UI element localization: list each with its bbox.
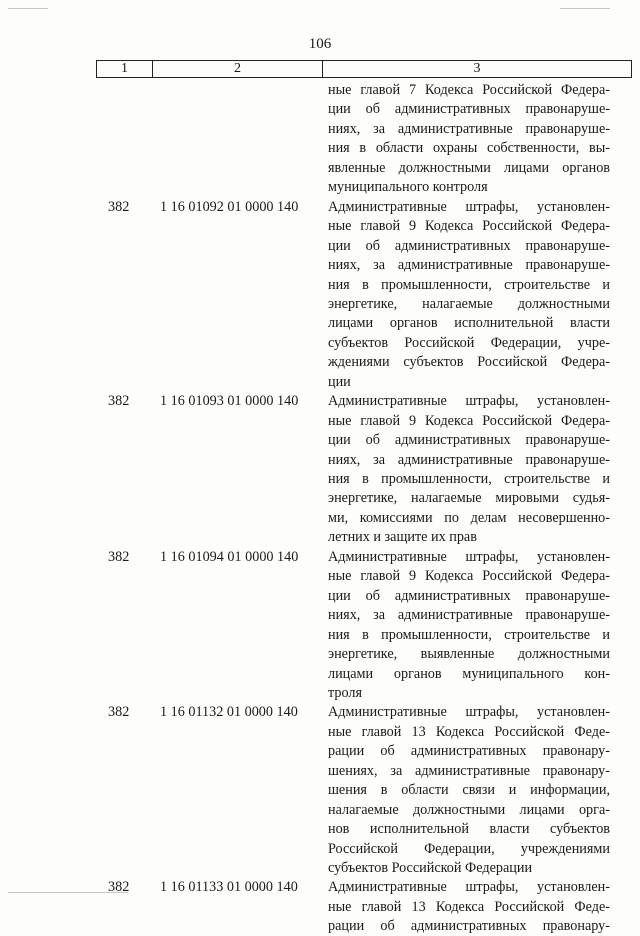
description-line: ции: [328, 373, 351, 390]
admin-code: 382: [108, 393, 130, 410]
description-line: Российской Федерации, учреждениями: [328, 840, 610, 857]
description-line: ции об административных правонаруше-: [328, 237, 610, 254]
header-col-2: 2: [153, 61, 323, 77]
description-line: энергетике, выявленные должностными: [328, 646, 610, 663]
scan-artifact-top-left: [8, 8, 48, 9]
description-line: лицами органов исполнительной власти: [328, 315, 610, 332]
description-line: ниях, за административные правонаруше-: [328, 120, 610, 137]
description-line: лицами органов муниципального кон-: [328, 665, 610, 682]
description-line: ные главой 9 Кодекса Российской Федера-: [328, 218, 610, 235]
admin-code: 382: [108, 879, 130, 896]
kbk-code: 1 16 01133 01 0000 140: [160, 879, 298, 896]
description-line: Административные штрафы, установлен-: [328, 198, 610, 215]
description-line: ции об административных правонаруше-: [328, 101, 610, 118]
kbk-code: 1 16 01094 01 0000 140: [160, 548, 299, 565]
description-line: ния в области охраны собственности, вы-: [328, 140, 610, 157]
header-col-3: 3: [473, 61, 481, 76]
description-line: троля: [328, 684, 362, 701]
admin-code: 382: [108, 704, 130, 721]
description-line: летних и защите их прав: [328, 529, 477, 546]
description-line: ниях, за административные правонаруше-: [328, 607, 610, 624]
description-line: ниях, за административные правонаруше-: [328, 451, 610, 468]
description-line: ниях, за административные правонаруше-: [328, 257, 610, 274]
description-line: ные главой 9 Кодекса Российской Федера-: [328, 412, 610, 429]
page-number: 106: [308, 36, 332, 52]
header-col-1: 1: [97, 61, 153, 77]
description-line: Административные штрафы, установлен-: [328, 393, 610, 410]
description-line: субъектов Российской Федерации, учре-: [328, 334, 610, 351]
description-line: ния в промышленности, строительстве и: [328, 276, 610, 293]
scan-artifact-top-right: [560, 8, 610, 9]
table-header: [96, 60, 632, 78]
description-line: ные главой 13 Кодекса Российской Феде-: [328, 723, 610, 740]
description-line: субъектов Российской Федерации: [328, 860, 533, 876]
description-line: рации об административных правонару-: [328, 743, 610, 760]
description-line: муниципального контроля: [328, 179, 488, 196]
description-line: ные главой 13 Кодекса Российской Феде-: [328, 898, 610, 915]
description-line: явленные должностными лицами органов: [328, 159, 610, 176]
kbk-code: 1 16 01093 01 0000 140: [160, 393, 299, 410]
description-line: шениях, за административные правонару-: [328, 762, 610, 779]
description-line: Административные штрафы, установлен-: [328, 879, 610, 896]
description-line: Административные штрафы, установлен-: [328, 548, 610, 565]
admin-code: 382: [108, 198, 130, 215]
description-line: Административные штрафы, установлен-: [328, 704, 610, 721]
description-line: ные главой 9 Кодекса Российской Федера-: [328, 568, 610, 585]
description-line: ния в промышленности, строительстве и: [328, 471, 610, 487]
description-line: ми, комиссиями по делам несовершенно-: [328, 509, 610, 526]
description-line: энергетике, налагаемые должностными: [328, 295, 610, 312]
kbk-code: 1 16 01132 01 0000 140: [160, 704, 298, 721]
description-line: ции об административных правонаруше-: [328, 432, 610, 449]
kbk-code: 1 16 01092 01 0000 140: [160, 198, 299, 215]
description-line: ции об административных правонаруше-: [328, 587, 610, 604]
description-line: нов исполнительной власти субъектов: [328, 821, 610, 838]
description-line: ждениями субъектов Российской Федера-: [328, 354, 610, 371]
admin-code: 382: [108, 548, 130, 565]
description-line: ния в промышленности, строительстве и: [328, 626, 610, 643]
description-line: рации об административных правонару-: [328, 918, 610, 935]
description-line: шения в области связи и информации,: [328, 782, 610, 799]
description-line: ные главой 7 Кодекса Российской Федера-: [328, 82, 610, 98]
description-line: энергетике, налагаемые мировыми судья-: [328, 490, 610, 507]
description-line: налагаемые должностными лицами орга-: [328, 801, 610, 818]
